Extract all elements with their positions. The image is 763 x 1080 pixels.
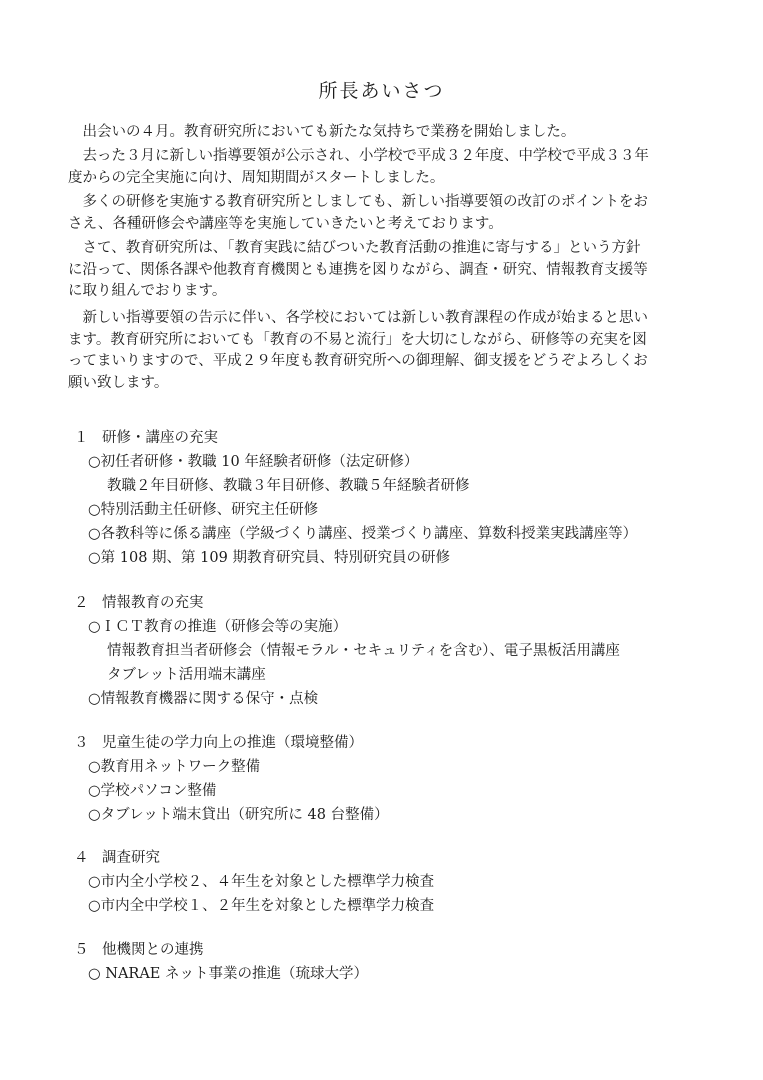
section-number: ５ [74, 942, 89, 958]
paragraph-line: 願い致します。 [68, 374, 169, 391]
paragraph-line: 出会いの４月。教育研究所においても新たな気持ちで業務を開始しました。 [68, 124, 576, 140]
intro-paragraph [68, 308, 700, 394]
list-item: ○市内全中学校１、２年生を対象とした標準学力検査 [88, 898, 435, 914]
intro-paragraph [68, 122, 700, 144]
section-number: ３ [74, 735, 89, 751]
list-subitem: タブレット活用端末講座 [107, 667, 266, 683]
section-number: １ [74, 430, 89, 446]
section-3 [74, 731, 694, 827]
paragraph-line: 多くの研修を実施する教育研究所としましても、新しい指導要領の改訂のポイントをお [68, 194, 648, 210]
section-1 [74, 426, 694, 570]
intro-paragraph [68, 146, 700, 189]
section-2 [74, 591, 694, 711]
section-5 [74, 938, 694, 986]
list-item: ○初任者研修・教職 10 年経験者研修（法定研修） [88, 454, 419, 470]
section-heading-text: 研修・講座の充実 [102, 430, 218, 446]
page-title: 所長あいさつ [318, 80, 445, 102]
section-heading-text: 調査研究 [102, 850, 160, 866]
paragraph-line: ってまいりますので、平成２９年度も教育研究所への御理解、御支援をどうぞよろしくお [68, 353, 648, 369]
list-subitem: 教職２年目研修、教職３年目研修、教職５年経験者研修 [107, 478, 470, 494]
section-heading-text: 情報教育の充実 [102, 595, 204, 611]
section-heading [74, 591, 694, 615]
section-number: ４ [74, 850, 89, 866]
paragraph-line: さえ、各種研修会や講座等を実施していきたいと考えております。 [68, 215, 503, 232]
section-4 [74, 846, 694, 918]
section-heading [74, 938, 694, 962]
section-heading-text: 児童生徒の学力向上の推進（環境整備） [102, 735, 363, 751]
list-item: ○各教科等に係る講座（学級づくり講座、授業づくり講座、算数科授業実践講座等） [88, 526, 638, 542]
section-heading [74, 426, 694, 450]
section-number: ２ [74, 595, 89, 611]
list-item: ○市内全小学校２、４年生を対象とした標準学力検査 [88, 874, 435, 890]
list-item: ○ＩＣＴ教育の推進（研修会等の実施） [88, 619, 348, 635]
list-item: ○特別活動主任研修、研究主任研修 [88, 502, 319, 518]
section-heading [74, 731, 694, 755]
intro-paragraph [68, 238, 700, 303]
list-item: ○情報教育機器に関する保守・点検 [88, 691, 319, 707]
paragraph-line: に沿って、関係各課や他教育育機関とも連携を図りながら、調査・研究、情報教育支援等 [68, 261, 648, 278]
paragraph-line: 新しい指導要領の告示に伴い、各学校においては新しい教育課程の作成が始まると思い [68, 310, 648, 326]
list-item: ○学校パソコン整備 [88, 783, 217, 799]
section-heading [74, 846, 694, 870]
list-item: ○ NARAE ネット事業の推進（琉球大学） [88, 966, 369, 982]
list-subitem: 情報教育担当者研修会（情報モラル・セキュリティを含む）、電子黒板活用講座 [107, 643, 620, 659]
list-item: ○第 108 期、第 109 期教育研究員、特別研究員の研修 [88, 550, 450, 566]
list-item: ○タブレット端末貸出（研究所に 48 台整備） [88, 807, 389, 823]
paragraph-line: ます。教育研究所においても「教育の不易と流行」を大切にしながら、研修等の充実を図 [68, 331, 647, 348]
list-item: ○教育用ネットワーク整備 [88, 759, 261, 775]
paragraph-line: さて、教育研究所は、「教育実践に結びついた教育活動の推進に寄与する」という方針 [68, 240, 641, 256]
section-heading-text: 他機関との連携 [102, 942, 204, 958]
paragraph-line: に取り組んでおります。 [68, 283, 227, 299]
intro-paragraph [68, 192, 700, 235]
paragraph-line: 去った３月に新しい指導要領が公示され、小学校で平成３２年度、中学校で平成３３年 [68, 148, 649, 164]
paragraph-line: 度からの完全実施に向け、周知期間がスタートしました。 [68, 169, 445, 186]
